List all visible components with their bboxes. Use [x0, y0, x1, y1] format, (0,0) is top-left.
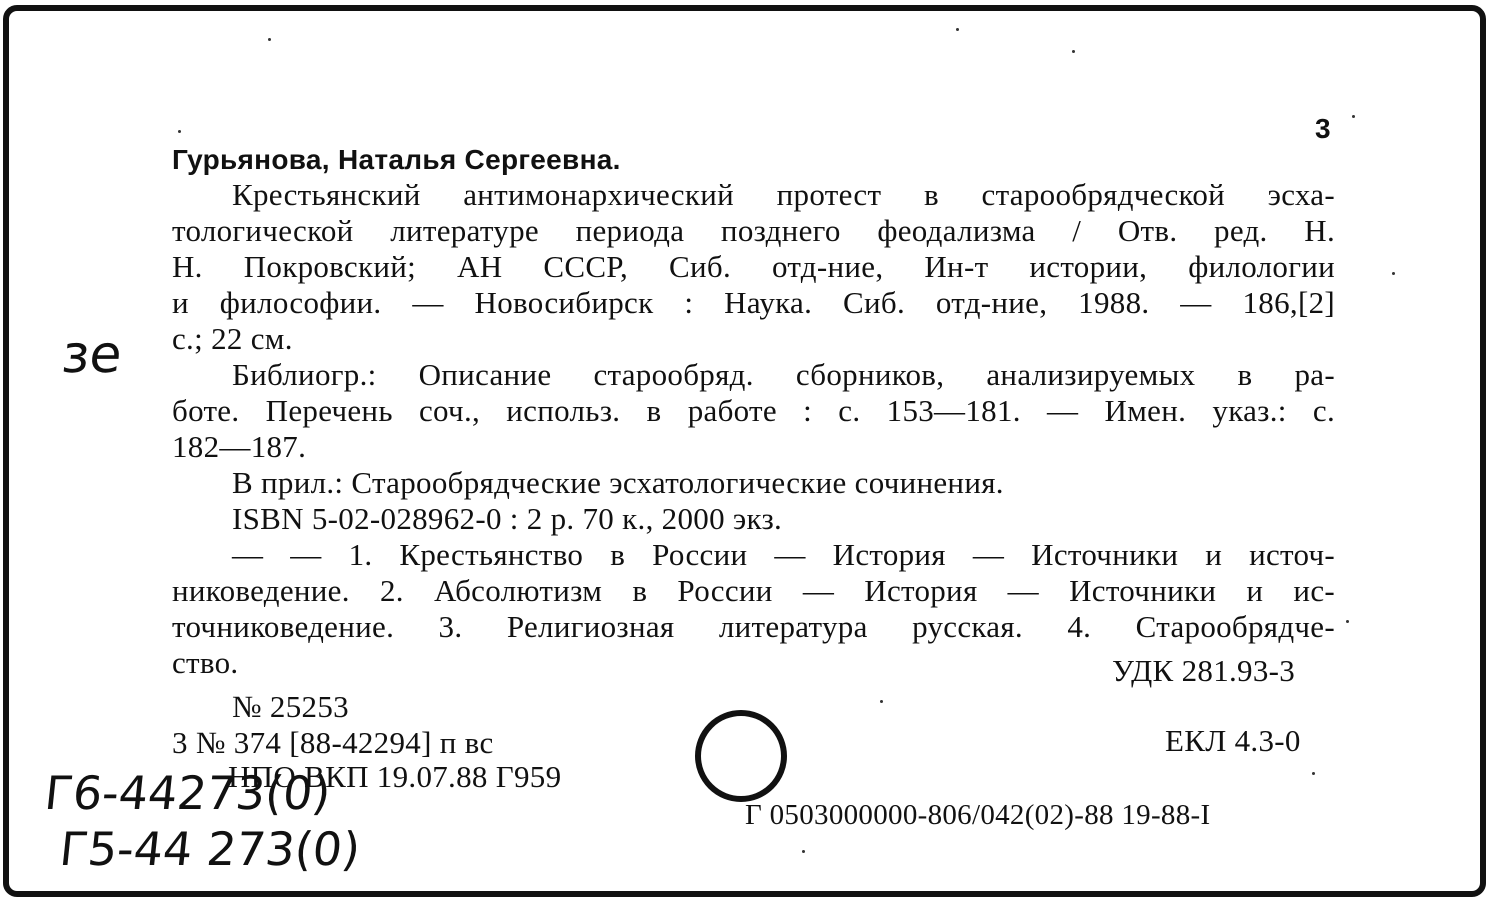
biblio-line: 182—187.	[172, 429, 307, 464]
description-line: Н. Покровский; АН СССР, Сиб. отд-ние, Ин-т истории, филологии	[172, 249, 1335, 284]
subject-line: никоведение. 2. Абсолютизм в России — История — Источники и ис-	[172, 573, 1335, 608]
handwritten-margin-mark: зе	[58, 325, 125, 385]
handwritten-shelfmark-2: Г5-44 273(0)	[57, 822, 363, 876]
scan-speck	[1312, 772, 1315, 775]
circle-stamp	[695, 710, 787, 802]
biblio-line: Библиогр.: Описание старообряд. сборников, анализируемых в ра-	[232, 357, 1335, 392]
printer-line: НПО ВКП 19.07.88 Г959	[228, 759, 562, 794]
udk-code: УДК 281.93-3	[1112, 653, 1296, 688]
subject-line: ство.	[172, 645, 239, 680]
scan-speck	[268, 38, 271, 41]
scan-speck	[1392, 272, 1395, 275]
order-line: 3 № 374 [88-42294] п вс	[172, 725, 494, 760]
description-line: Крестьянский антимонархический протест в старообрядческой эсха-	[232, 177, 1335, 212]
card-number: № 25253	[232, 689, 349, 724]
scan-speck	[802, 850, 805, 853]
scan-speck	[1352, 115, 1355, 118]
scan-speck	[178, 130, 181, 133]
description-line: тологической литературе периода позднего феодализма / Отв. ред. Н.	[172, 213, 1335, 248]
isbn-line: ISBN 5-02-028962-0 : 2 р. 70 к., 2000 экз.	[232, 501, 783, 536]
description-line: и философии. — Новосибирск : Наука. Сиб. отд-ние, 1988. — 186,[2]	[172, 285, 1335, 320]
scan-speck	[956, 28, 959, 31]
author-heading: Гурьянова, Наталья Сергеевна.	[172, 144, 621, 175]
scan-speck	[1072, 50, 1075, 53]
description-line: с.; 22 см.	[172, 321, 293, 356]
appendix-note: В прил.: Старообрядческие эсхатологические сочинения.	[232, 465, 1004, 500]
subject-line: точниковедение. 3. Религиозная литература русская. 4. Старообрядче-	[172, 609, 1335, 644]
scan-speck	[1346, 620, 1349, 623]
handwritten-shelfmark-1: Г6-44273(0)	[42, 766, 334, 820]
scan-speck	[880, 700, 883, 703]
ekl-code: ЕКЛ 4.3-0	[1165, 723, 1301, 758]
biblio-line: боте. Перечень соч., использ. в работе : с. 153—181. — Имен. указ.: с.	[172, 393, 1335, 428]
page-number: 3	[1315, 113, 1331, 144]
subject-line: — — 1. Крестьянство в России — История — Источники и источ-	[232, 537, 1335, 572]
publisher-code: Г 0503000000-806/042(02)-88 19-88-I	[745, 799, 1211, 831]
